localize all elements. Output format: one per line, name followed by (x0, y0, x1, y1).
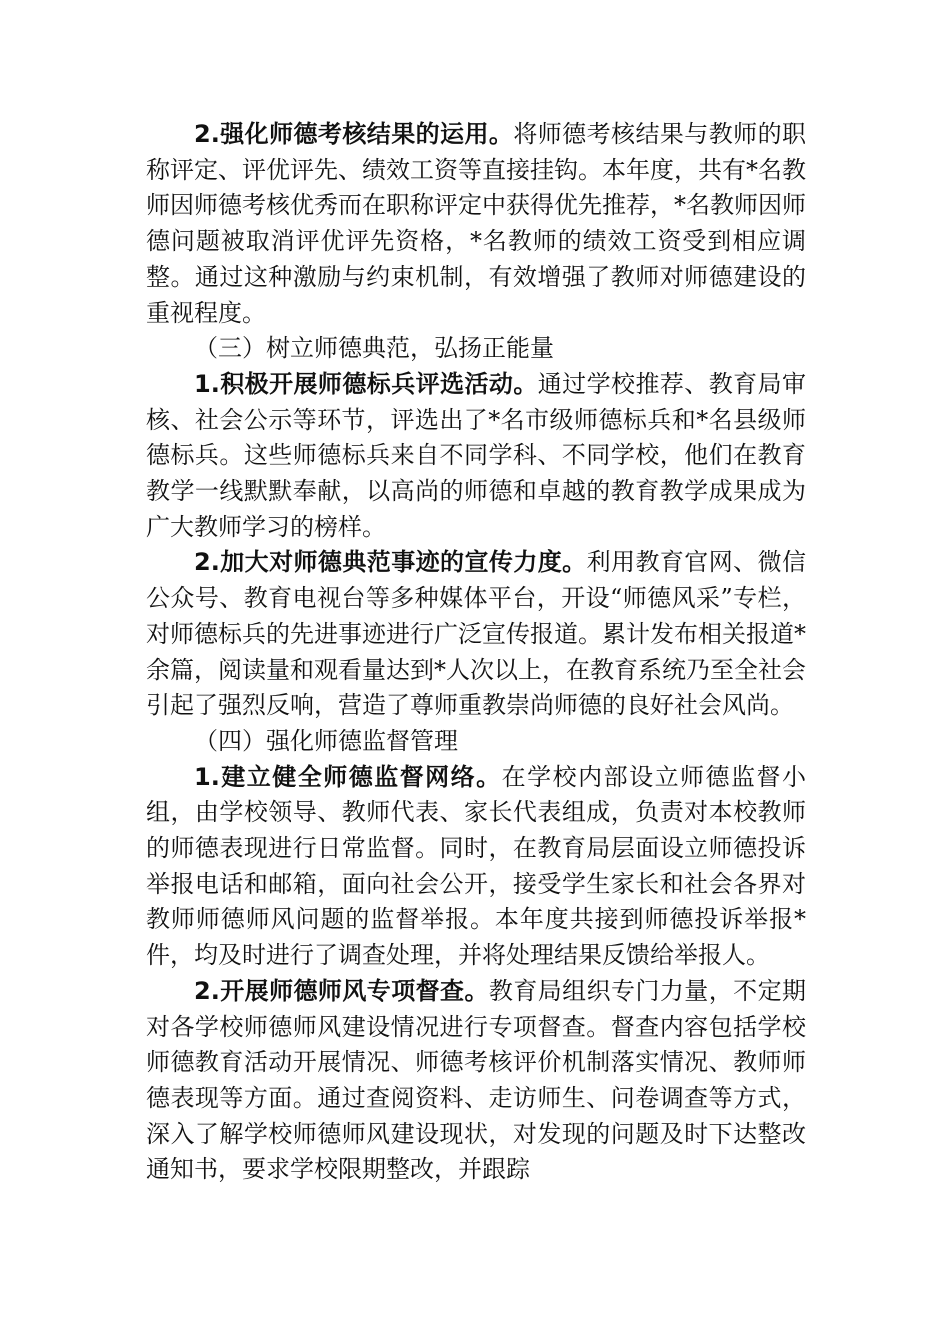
document-page (146, 117, 806, 1188)
paragraph-supervision-network (146, 760, 806, 974)
paragraph-model-selection (146, 367, 806, 546)
paragraph-body: 将师德考核结果与教师的职称评定、评优评先、绩效工资等直接挂钩。本年度，共有*名教师因师德考核优秀而在职称评定中获得优先推荐，*名教师因师德问题被取消评优评先资格，*名教师的绩效工资受到相应调整。通过这种激励与约束机制，有效增强了教师对师德建设的重视程度。 (146, 120, 806, 327)
paragraph-lead: 2.强化师德考核结果的运用。 (194, 120, 514, 148)
section-heading-4: （四）强化师德监督管理 (194, 726, 458, 755)
paragraph-body: 教育局组织专门力量，不定期对各学校师德师风建设情况进行专项督查。督查内容包括学校师德教育活动开展情况、师德考核评价机制落实情况、教师师德表现等方面。通过查阅资料、走访师生、问卷调查等方式，深入了解学校师德师风建设现状，对发现的问题及时下达整改通知书，要求学校限期整改，并跟踪 (146, 976, 806, 1184)
paragraph-body: 通过学校推荐、教育局审核、社会公示等环节，评选出了*名市级师德标兵和*名县级师德标兵。这些师德标兵来自不同学科、不同学校，他们在教育教学一线默默奉献，以高尚的师德和卓越的教育教学成果成为广大教师学习的榜样。 (146, 369, 806, 541)
paragraph-lead: 1.建立健全师德监督网络。 (194, 762, 502, 791)
paragraph-lead: 2.开展师德师风专项督查。 (194, 976, 489, 1005)
paragraph-lead: 2.加大对师德典范事迹的宣传力度。 (194, 548, 587, 577)
paragraph-body: 在学校内部设立师德监督小组，由学校领导、教师代表、家长代表组成，负责对本校教师的师德表现进行日常监督。同时，在教育局层面设立师德投诉举报电话和邮箱，面向社会公开，接受学生家长和社会各界对教师师德师风问题的监督举报。本年度共接到师德投诉举报*件，均及时进行了调查处理，并将处理结果反馈给举报人。 (146, 762, 806, 970)
paragraph-body: 利用教育官网、微信公众号、教育电视台等多种媒体平台，开设“师德风采”专栏，对师德标兵的先进事迹进行广泛宣传报道。累计发布相关报道*余篇，阅读量和观看量达到*人次以上，在教育系统乃至全社会引起了强烈反响，营造了尊师重教崇尚师德的良好社会风尚。 (146, 548, 806, 720)
paragraph-special-inspection (146, 974, 806, 1188)
paragraph-exam-results (146, 117, 806, 331)
paragraph-lead: 1.积极开展师德标兵评选活动。 (194, 369, 538, 398)
paragraph-publicity (146, 545, 806, 724)
section-heading-3: （三）树立师德典范，弘扬正能量 (194, 334, 554, 363)
